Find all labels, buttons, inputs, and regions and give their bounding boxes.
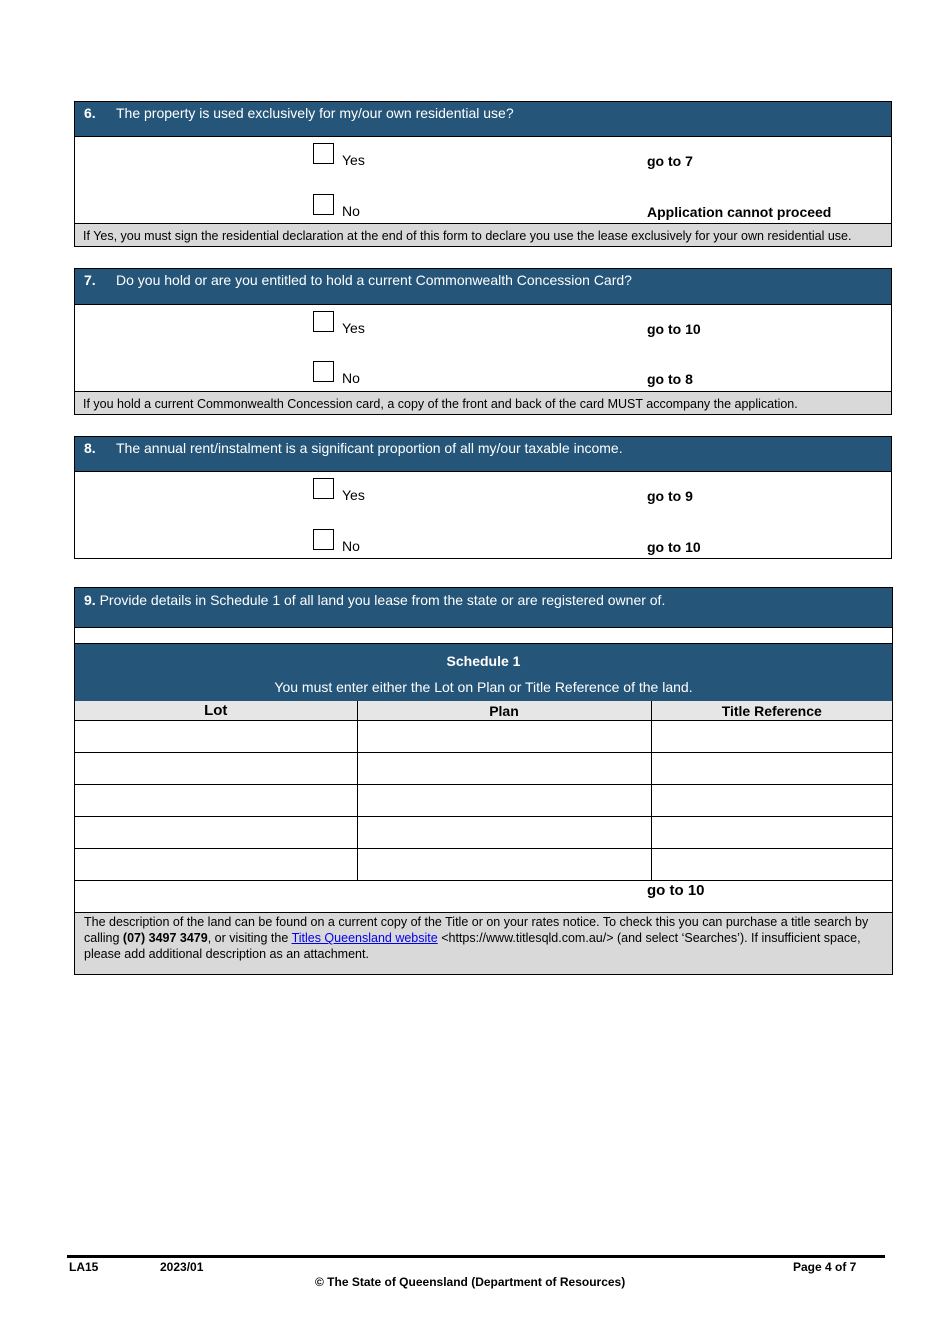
yes-goto: go to 10 [647,321,701,337]
no-label: No [342,203,360,219]
question-8-options [75,472,891,558]
question-9-header [75,588,892,627]
question-text: The property is used exclusively for my/our own residential use? [116,105,514,121]
question-7-header [75,269,891,305]
schedule-table [75,701,892,881]
no-checkbox[interactable] [313,529,334,550]
plan-cell[interactable] [357,753,651,785]
note-text: The description of the land can be found on a current copy of the Title or on your rates notice. To check this you can purchase a title search by calling [84,915,869,945]
yes-goto: go to 7 [647,153,693,169]
title-reference-cell[interactable] [651,849,892,881]
schedule-title: Schedule 1 [446,653,521,669]
lot-cell[interactable] [75,817,357,849]
note-text: <https://www.titlesqld.com.au/> (and select ‘Searches’). If insufficient space, please add additional description as an attachment. [84,931,861,961]
question-7-note: If you hold a current Commonwealth Concession card, a copy of the front and back of the card MUST accompany the application. [75,391,891,414]
column-header-title-reference: Title Reference [651,701,892,721]
yes-checkbox[interactable] [313,478,334,499]
question-text: Provide details in Schedule 1 of all land you lease from the state or are registered owner of. [99,592,666,608]
page-number: Page 4 of 7 [793,1260,857,1274]
table-row [75,721,892,753]
no-label: No [342,538,360,554]
no-label: No [342,370,360,386]
yes-goto: go to 9 [647,488,693,504]
lot-cell[interactable] [75,721,357,753]
table-row [75,785,892,817]
column-header-plan: Plan [357,701,651,721]
yes-checkbox[interactable] [313,311,334,332]
column-header-lot: Lot [75,701,357,721]
title-reference-cell[interactable] [651,721,892,753]
question-9-section [74,587,893,975]
question-8-header [75,437,891,472]
question-text: Do you hold or are you entitled to hold a current Commonwealth Concession Card? [116,272,632,288]
yes-label: Yes [342,487,365,503]
no-goto: go to 8 [647,371,693,387]
note-text: , or visiting the [207,931,292,945]
table-row [75,849,892,881]
lot-cell[interactable] [75,785,357,817]
spacer [75,627,892,644]
yes-checkbox[interactable] [313,143,334,164]
plan-cell[interactable] [357,721,651,753]
question-9-note [75,913,892,974]
yes-label: Yes [342,320,365,336]
question-number: 8. [84,440,96,456]
schedule-subtitle: You must enter either the Lot on Plan or Title Reference of the land. [274,679,693,695]
no-checkbox[interactable] [313,361,334,382]
question-6-note: If Yes, you must sign the residential declaration at the end of this form to declare you use the lease exclusively for your own residential use. [75,223,891,246]
table-row [75,817,892,849]
form-version: 2023/01 [160,1260,204,1274]
question-7-options [75,305,891,391]
title-reference-cell[interactable] [651,753,892,785]
question-number: 9. [84,592,96,608]
plan-cell[interactable] [357,817,651,849]
table-header-row [75,701,892,721]
yes-label: Yes [342,152,365,168]
question-number: 7. [84,272,96,288]
form-code: LA15 [69,1260,99,1274]
phone-number: (07) 3497 3479 [122,931,208,945]
no-goto: Application cannot proceed [647,204,832,220]
question-number: 6. [84,105,96,121]
question-6-header [75,102,891,137]
lot-cell[interactable] [75,849,357,881]
table-row [75,753,892,785]
question-9-goto: go to 10 [647,882,705,899]
titles-queensland-link[interactable]: Titles Queensland website [291,931,438,945]
question-8-section [74,436,892,559]
footer-divider [67,1255,885,1258]
question-9-goto-row [75,881,892,913]
question-6-section [74,101,892,247]
title-reference-cell[interactable] [651,785,892,817]
plan-cell[interactable] [357,785,651,817]
no-checkbox[interactable] [313,194,334,215]
copyright: © The State of Queensland (Department of Resources) [315,1275,626,1289]
schedule-header [75,644,892,701]
title-reference-cell[interactable] [651,817,892,849]
question-7-section [74,268,892,415]
no-goto: go to 10 [647,539,701,555]
question-6-options [75,137,891,223]
question-text: The annual rent/instalment is a significant proportion of all my/our taxable income. [116,440,623,456]
plan-cell[interactable] [357,849,651,881]
lot-cell[interactable] [75,753,357,785]
